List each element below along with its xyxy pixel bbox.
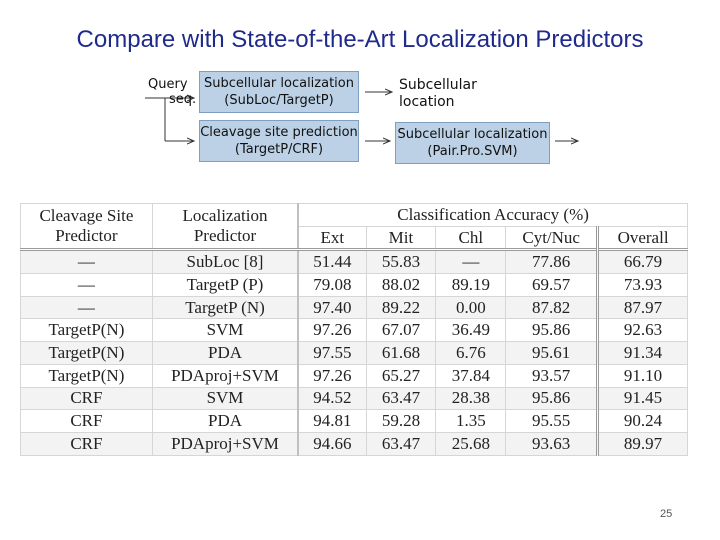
cell-overall: 90.24 bbox=[598, 410, 688, 433]
table-row bbox=[21, 274, 688, 297]
cell-cleavage: CRF bbox=[21, 432, 153, 455]
subcellular-localization-box bbox=[199, 71, 359, 113]
cell-cleavage: TargetP(N) bbox=[21, 364, 153, 387]
query-label: Query bbox=[148, 77, 188, 92]
cell-cleavage: — bbox=[21, 296, 153, 319]
box-c-line2: (Pair.Pro.SVM) bbox=[427, 144, 518, 159]
cell-cyt: 95.86 bbox=[506, 387, 598, 410]
table-row bbox=[21, 319, 688, 342]
cell-ext: 97.26 bbox=[298, 364, 366, 387]
cell-ext: 94.66 bbox=[298, 432, 366, 455]
cell-mit: 65.27 bbox=[366, 364, 436, 387]
cell-overall: 91.10 bbox=[598, 364, 688, 387]
cell-ext: 97.40 bbox=[298, 296, 366, 319]
page-number: 25 bbox=[660, 508, 673, 520]
cell-chl: 1.35 bbox=[436, 410, 506, 433]
cell-chl: 36.49 bbox=[436, 319, 506, 342]
cell-ext: 97.55 bbox=[298, 342, 366, 365]
cell-predictor: SubLoc [8] bbox=[152, 250, 298, 274]
box-b-line2: (TargetP/CRF) bbox=[234, 142, 324, 157]
cell-ext: 94.81 bbox=[298, 410, 366, 433]
cell-ext: 51.44 bbox=[298, 250, 366, 274]
cell-overall: 73.93 bbox=[598, 274, 688, 297]
cell-overall: 92.63 bbox=[598, 319, 688, 342]
cell-overall: 91.45 bbox=[598, 387, 688, 410]
cell-cyt: 95.61 bbox=[506, 342, 598, 365]
cell-mit: 67.07 bbox=[366, 319, 436, 342]
box-b-line1: Cleavage site prediction bbox=[200, 125, 358, 140]
cell-mit: 88.02 bbox=[366, 274, 436, 297]
table-row bbox=[21, 250, 688, 274]
cell-cyt: 93.57 bbox=[506, 364, 598, 387]
cell-chl: 6.76 bbox=[436, 342, 506, 365]
cell-cleavage: CRF bbox=[21, 387, 153, 410]
table-row bbox=[21, 432, 688, 455]
seq-label: seq. bbox=[169, 92, 197, 107]
cell-cleavage: — bbox=[21, 250, 153, 274]
cell-cleavage: TargetP(N) bbox=[21, 319, 153, 342]
header-chl: Chl bbox=[436, 226, 506, 250]
pairpro-svm-box bbox=[395, 122, 550, 164]
cell-predictor: PDAproj+SVM bbox=[152, 364, 298, 387]
cleavage-site-box bbox=[199, 120, 359, 162]
cell-predictor: PDAproj+SVM bbox=[152, 432, 298, 455]
cell-mit: 63.47 bbox=[366, 432, 436, 455]
cell-chl: 28.38 bbox=[436, 387, 506, 410]
cell-cleavage: CRF bbox=[21, 410, 153, 433]
results-table bbox=[20, 203, 688, 456]
cell-cyt: 77.86 bbox=[506, 250, 598, 274]
pipeline-diagram bbox=[0, 0, 720, 200]
cell-cyt: 95.55 bbox=[506, 410, 598, 433]
cell-mit: 63.47 bbox=[366, 387, 436, 410]
cell-chl: 37.84 bbox=[436, 364, 506, 387]
box-a-line1: Subcellular localization bbox=[203, 76, 354, 91]
header-cyt: Cyt/Nuc bbox=[506, 226, 598, 250]
cell-cleavage: TargetP(N) bbox=[21, 342, 153, 365]
table-row bbox=[21, 387, 688, 410]
table-row bbox=[21, 342, 688, 365]
header-mit: Mit bbox=[366, 226, 436, 250]
box-c-line1: Subcellular localization bbox=[397, 127, 548, 142]
cell-mit: 89.22 bbox=[366, 296, 436, 319]
cell-cyt: 95.86 bbox=[506, 319, 598, 342]
output-label-1: Subcellular bbox=[399, 77, 477, 93]
cell-overall: 91.34 bbox=[598, 342, 688, 365]
header-accuracy: Classification Accuracy (%) bbox=[298, 204, 687, 227]
cell-cyt: 87.82 bbox=[506, 296, 598, 319]
cell-chl: — bbox=[436, 250, 506, 274]
table-row bbox=[21, 296, 688, 319]
table-body bbox=[21, 250, 688, 455]
cell-mit: 55.83 bbox=[366, 250, 436, 274]
cell-mit: 59.28 bbox=[366, 410, 436, 433]
cell-predictor: TargetP (P) bbox=[152, 274, 298, 297]
table-row bbox=[21, 410, 688, 433]
cell-predictor: PDA bbox=[152, 342, 298, 365]
cell-predictor: SVM bbox=[152, 319, 298, 342]
header-row-1 bbox=[21, 204, 688, 227]
cell-cyt: 93.63 bbox=[506, 432, 598, 455]
cell-predictor: SVM bbox=[152, 387, 298, 410]
cell-predictor: PDA bbox=[152, 410, 298, 433]
header-ext: Ext bbox=[298, 226, 366, 250]
cell-mit: 61.68 bbox=[366, 342, 436, 365]
cell-predictor: TargetP (N) bbox=[152, 296, 298, 319]
cell-overall: 66.79 bbox=[598, 250, 688, 274]
cell-chl: 25.68 bbox=[436, 432, 506, 455]
box-a-line2: (SubLoc/TargetP) bbox=[224, 93, 334, 108]
cell-overall: 89.97 bbox=[598, 432, 688, 455]
cell-ext: 94.52 bbox=[298, 387, 366, 410]
header-overall: Overall bbox=[598, 226, 688, 250]
cell-cyt: 69.57 bbox=[506, 274, 598, 297]
cell-chl: 0.00 bbox=[436, 296, 506, 319]
diagram-connectors bbox=[0, 0, 720, 200]
output-label-2: location bbox=[399, 94, 455, 110]
cell-ext: 97.26 bbox=[298, 319, 366, 342]
cell-cleavage: — bbox=[21, 274, 153, 297]
cell-chl: 89.19 bbox=[436, 274, 506, 297]
slide-title: Compare with State-of-the-Art Localization Predictors bbox=[76, 26, 644, 53]
header-cleavage: Cleavage Site Predictor bbox=[21, 204, 153, 250]
table-row bbox=[21, 364, 688, 387]
cell-ext: 79.08 bbox=[298, 274, 366, 297]
cell-overall: 87.97 bbox=[598, 296, 688, 319]
header-localization: Localization Predictor bbox=[152, 204, 298, 250]
